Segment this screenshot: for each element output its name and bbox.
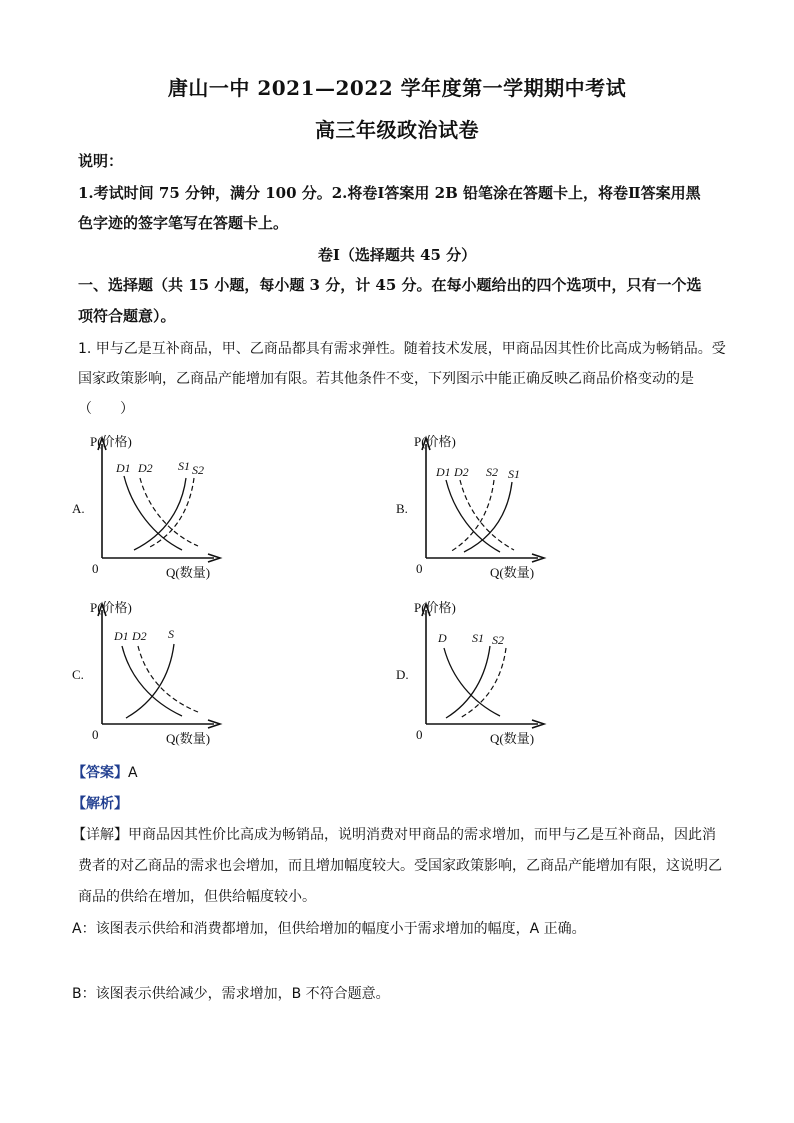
curve-label-s2: S2 <box>486 465 498 479</box>
curve-label-d1: D1 <box>436 465 451 479</box>
part-title: 卷Ⅰ（选择题共 45 分） <box>317 246 477 264</box>
curve-d1 <box>122 646 182 716</box>
explain-a: A：该图表示供给和消费都增加，但供给增加的幅度小于需求增加的幅度，A 正确。 <box>72 921 586 937</box>
question1-line1: 1. 甲与乙是互补商品，甲、乙商品都具有需求弹性。随着技术发展，甲商品因其性价比高成为畅销品。受 <box>78 341 726 357</box>
option-a-letter: A. <box>72 501 85 516</box>
curve-d2 <box>460 480 514 550</box>
detail-text1: 甲商品因其性价比高成为畅销品，说明消费对甲商品的需求增加，而甲与乙是互补商品，因此消 <box>128 827 716 843</box>
y-axis-label: P(价格) <box>414 434 456 449</box>
curve-d2 <box>140 478 198 546</box>
curve-s2 <box>460 648 506 718</box>
notes-label: 说明： <box>78 152 124 170</box>
curve-label-s1: S1 <box>178 459 190 473</box>
origin-label: 0 <box>92 727 99 742</box>
answer-label: 【答案】 <box>72 765 128 781</box>
option-d-letter: D. <box>396 667 409 682</box>
explain-b: B：该图表示供给减少，需求增加，B 不符合题意。 <box>72 986 390 1002</box>
notes-line1: 1.考试时间 75 分钟，满分 100 分。2.将卷Ⅰ答案用 2B 铅笔涂在答题卡上，将卷Ⅱ答案用黑 <box>78 184 701 202</box>
option-c-graph <box>86 594 236 754</box>
y-axis-label: P(价格) <box>414 600 456 615</box>
x-axis-label: Q(数量) <box>166 565 211 580</box>
option-c-letter: C. <box>72 667 84 682</box>
detail-line3: 商品的供给在增加，但供给幅度较小。 <box>78 889 316 905</box>
x-axis-label: Q(数量) <box>490 565 535 580</box>
detail-line1 <box>72 824 716 846</box>
section-instruction-line2: 项符合题意）。 <box>78 307 176 325</box>
curve-label-s2: S2 <box>192 463 204 477</box>
y-axis-label: P(价格) <box>90 600 132 615</box>
curve-s2 <box>450 480 494 552</box>
option-a-graph <box>86 428 236 588</box>
curve-label-d: D <box>438 631 447 645</box>
curve-label-d2: D2 <box>138 461 153 475</box>
detail-line2: 费者的对乙商品的需求也会增加，而且增加幅度较大。受国家政策影响，乙商品产能增加有限，这说明乙 <box>78 858 722 874</box>
question1-line2: 国家政策影响，乙商品产能增加有限。若其他条件不变，下列图示中能正确反映乙商品价格变动的是 <box>78 371 694 387</box>
analysis-label: 【解析】 <box>72 796 128 812</box>
option-d-graph <box>410 594 560 754</box>
curve-label-d2: D2 <box>454 465 469 479</box>
curve-label-d2: D2 <box>132 629 147 643</box>
curve-d1 <box>124 476 182 550</box>
y-axis-label: P(价格) <box>90 434 132 449</box>
curve-label-s2: S2 <box>492 633 504 647</box>
detail-label: 【详解】 <box>72 827 128 843</box>
curve-label-s1: S1 <box>472 631 484 645</box>
origin-label: 0 <box>416 561 423 576</box>
curve-label-d1: D1 <box>114 629 129 643</box>
curve-s2 <box>148 478 194 548</box>
x-axis-label: Q(数量) <box>490 731 535 746</box>
curve-s1 <box>446 646 490 718</box>
curve-s1 <box>464 482 512 552</box>
answer-line <box>72 762 138 784</box>
exam-title: 唐山一中 2021—2022 学年度第一学期期中考试 <box>167 76 627 100</box>
answer-value: A <box>128 765 138 781</box>
curve-label-d1: D1 <box>116 461 131 475</box>
curve-d <box>444 648 500 716</box>
option-b-letter: B. <box>396 501 408 516</box>
x-axis-label: Q(数量) <box>166 731 211 746</box>
origin-label: 0 <box>416 727 423 742</box>
option-b-graph <box>410 428 560 588</box>
notes-line2: 色字迹的签字笔写在答题卡上。 <box>78 214 289 232</box>
exam-subtitle: 高三年级政治试卷 <box>315 118 479 142</box>
curve-label-s1: S1 <box>508 467 520 481</box>
origin-label: 0 <box>92 561 99 576</box>
question1-blank: （ ） <box>78 401 134 417</box>
curve-label-s: S <box>168 627 174 641</box>
section-instruction-line1: 一、选择题（共 15 小题，每小题 3 分，计 45 分。在每小题给出的四个选项中，只有一个选 <box>78 276 702 294</box>
